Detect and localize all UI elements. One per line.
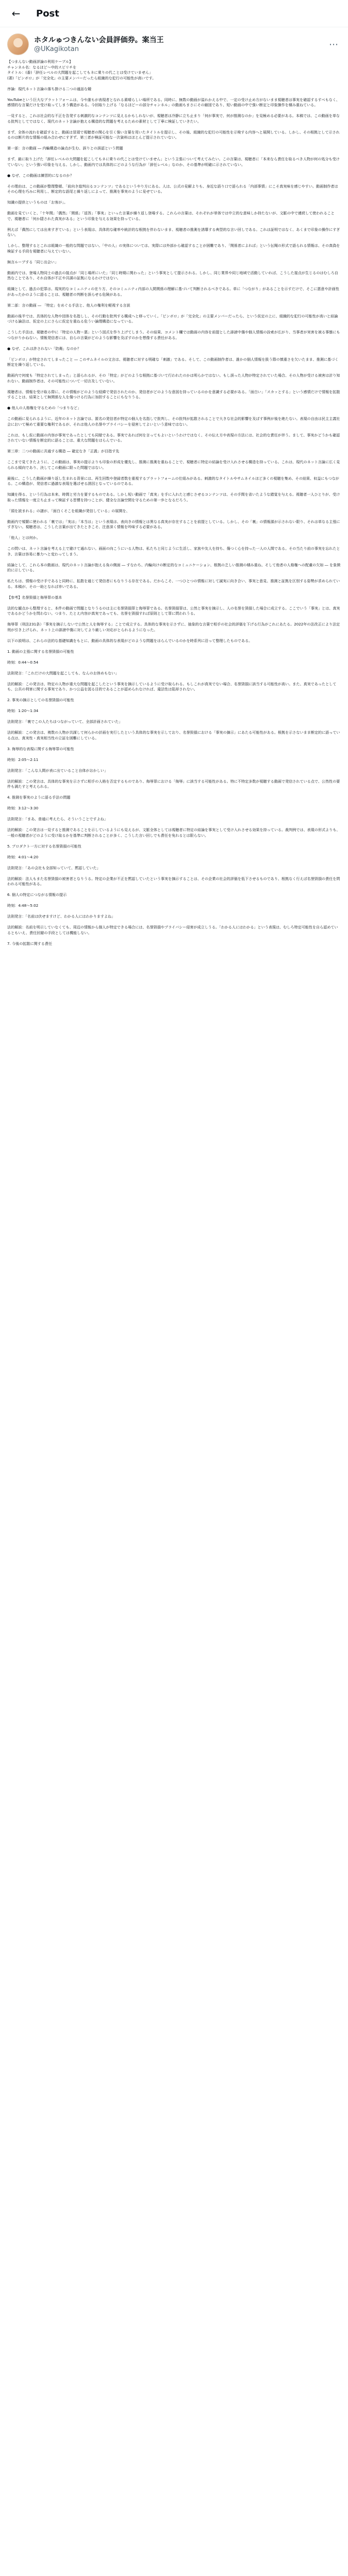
post-paragraph: その理由は、この動画が整理整頓、「前向き総判出るコンテンツ」であるというやり方にある。人は、公式の見解よりも、身近な語り口で語られる「内部事情」にこそ真実味を感じやすい。動画制作者はその心理を巧みに利用し、断定的な語尾と繰り返しによって、推測を事実のように見せている。	[7, 183, 338, 194]
post-paragraph	[7, 151, 341, 157]
post-paragraph: 法則発言：「あの会社も全部知っていて、黙認していた」	[7, 865, 101, 870]
post-paragraph: (著)「ピンボロ」が「完全化」の主要メンバーだったら組織的な犯行の可能性が高いです。	[7, 75, 156, 80]
page-title: Post	[36, 8, 59, 19]
post-paragraph	[7, 141, 341, 146]
post-paragraph: 例えば「偶然にしては出来すぎている」という表現は、具体的な確率や統計的な根拠を伴わないまま、視聴者の推測を誘導する典型的な言い回しである。これは証明ではなく、あくまで印象の操作にすぎない。	[7, 227, 340, 237]
author-info	[34, 36, 327, 54]
post-paragraph: 2. 事実の摘示としての名誉毀損の可能性	[7, 698, 74, 702]
post-paragraph: 法的な観点から整理すると、本件の動画で問題となりうるのは主に名誉毀損罪と侮辱罪である。名誉毀損罪は、公然と事実を摘示し、人の名誉を毀損した場合に成立する。ここでいう「事実」とは、真実であるかどうかを問わない。つまり、たとえ内容が真実であっても、名誉を毀損すれば原則として罪に問われうる。	[7, 605, 340, 616]
post-paragraph: 5. プロダクト一方に対する名誉毀損の可能性	[7, 843, 81, 849]
post-paragraph	[7, 222, 341, 227]
post-paragraph	[7, 281, 341, 287]
post-paragraph	[7, 849, 341, 855]
post-paragraph: 法的解説：名前を明示していなくても、周辺の情報から個人が特定できる場合には、名誉毀損やプライバシー侵害が成立しうる。「わかる人にはわかる」という表現は、むしろ特定可能性を自ら認めているともいえ、責任回避の手段としては機能しない。	[7, 925, 338, 935]
post-paragraph	[7, 557, 341, 563]
post-paragraph: 視聴者は、情報を受け取る際に、その情報がどのような経緯で発信されたのか、発信者がどのような意図を持っているのかを意識する必要がある。「面白い」「スカッとする」という感情だけで情報を拡散することは、結果として無関係な人を傷つける行為に加担することにもなりうる。	[7, 389, 340, 399]
post-paragraph	[7, 206, 341, 211]
post-paragraph: タイトル：(番)「辞任レベルの大問題を起こしてもネに乗りの代ことは受けていません」	[7, 70, 153, 75]
post-paragraph	[7, 124, 341, 130]
post-paragraph	[7, 297, 341, 303]
post-paragraph: 知識を得る、という行為は本来、時間と労力を要するものである。しかし短い動画で「真実」を手に入れたと感じさせるコンテンツは、その手間を省いたような錯覚を与える。視聴者一人ひとりが、受け取った情報を一度立ち止まって検証する習慣を持つことが、健全な言論空間を守るための第一歩となるだろう。	[7, 492, 340, 502]
post-paragraph: 知識の提供というものは「お客が」。	[7, 200, 68, 205]
post-paragraph: 法的解説：この発言は、特定の人物が重大な問題を起こしたという事実を摘示しているように受け取られる。もしこれが真実でない場合、名誉毀損に該当する可能性が高い。また、真実であったとしても、公共の利害に関する事実であり、かつ公益を図る目的であることが認められなければ、違法性は阻却されない。	[7, 681, 337, 691]
post-paragraph	[7, 811, 341, 817]
post-paragraph	[7, 411, 341, 417]
post-paragraph: 時刻：4:48〜5:02	[7, 903, 39, 908]
post-paragraph	[7, 589, 341, 595]
post-paragraph	[7, 92, 341, 97]
post-paragraph	[7, 427, 341, 433]
post-paragraph	[7, 265, 341, 270]
post-paragraph: 私たちは、情報の受け手であると同時に、拡散を通じて発信者にもなりうる存在である。だからこそ、一つひとつの情報に対して誠実に向き合い、事実と意見、推測と証拠を区別する姿勢が求められている。本稿が、その一助となれば幸いである。	[7, 579, 340, 589]
post-paragraph: 時刻：1:20〜1:34	[7, 708, 39, 713]
post-paragraph	[7, 108, 341, 114]
post-paragraph: 動画を見ていくと、「十年間」「偶然」「関係」「返答」「事実」といった言葉が繰り返し登場する。これらの言葉は、それぞれが単体では中立的な意味しか持たないが、文脈の中で連続して使われることで、視聴者に「何か隠された真実がある」という印象を与える効果を持っている。	[7, 211, 335, 221]
post-paragraph: 動画の後半では、具体的な人物や団体を名指しし、その行動を批判する構成へと移っていく。「ピンボロ」が「完全化」の主要メンバーだったら、という仮定の上に、組織的な犯行の可能性が高いと結論づける論法は、仮定の上にさらに仮定を重ねる危うい論理構造になっている。	[7, 313, 338, 324]
post-paragraph	[7, 654, 341, 660]
post-paragraph: 序論：現代ネット言論の落ち掛ける二つの通話な競	[7, 86, 92, 91]
post-paragraph	[7, 936, 341, 941]
post-paragraph	[7, 822, 341, 828]
back-arrow-icon[interactable]: ←	[11, 7, 21, 20]
post-paragraph	[7, 801, 341, 806]
post-paragraph	[7, 665, 341, 671]
top-bar	[0, 0, 348, 27]
post-paragraph	[7, 898, 341, 904]
post-paragraph: 最後に、こうした動画が繰り返し生まれる背景には、再生回数や登録者数を重視するプラットフォームの仕組みがある。刺激的なタイトルやサムネイルほど多くの視聴を集め、その結果、収益にもつながる。この構造が、発信者に過激な表現を選ばせる誘因となっているのである。	[7, 476, 339, 486]
post-paragraph	[7, 703, 341, 709]
post-paragraph	[7, 368, 341, 374]
post-paragraph	[7, 487, 341, 493]
post-paragraph: しかし、整理するとこれは組織の一般的な問題ではない。「中の人」の実体については、実際には外部から確認することが困難であり、「関係者によれば」という伝聞の形式で語られる情報は、その真偽を検証する手段を視聴者に与えていない。	[7, 243, 340, 253]
post-paragraph	[7, 773, 341, 779]
post-paragraph: ● なぜ、これは許されない「防衛」なのか？	[7, 346, 81, 351]
post-paragraph	[7, 600, 341, 606]
post-paragraph	[7, 725, 341, 731]
post-paragraph: 「他人」とは何か。	[7, 535, 40, 540]
post-paragraph: 法則発言：「こんな人間が表に出ていること自体がおかしい」	[7, 768, 108, 773]
post-paragraph: ● なぜ、この動画は練習的になるのか？	[7, 173, 74, 178]
post-paragraph: 時刻：2:05〜2:11	[7, 757, 39, 762]
post-paragraph: 時刻：0:44〜0:54	[7, 659, 39, 665]
post-paragraph: 以下の説明は、これらの法的な基礎知識をもとに、動画の具体的な表現がどのような問題をはらんでいるのかを時系列に沿って整理したものである。	[7, 638, 253, 643]
post-paragraph	[7, 762, 341, 768]
post-paragraph	[7, 195, 341, 200]
post-paragraph	[7, 81, 341, 87]
post-paragraph	[7, 887, 341, 893]
post-paragraph: こうした手法は、視聴者の中に「特定の人物＝悪」という図式を作り上げてしまう。その結果、コメント欄では動画の内容を前提とした誹謗中傷や個人情報の詮索が広がり、当事者が実害を被る事態にもつながりかねない。情報発信者には、自らの言葉がどのような影響を及ぼすのかを想像する責任がある。	[7, 330, 340, 340]
post-paragraph: 第三章：二つの動画に共通する構造 ― 確定なき「正義」が目指す先	[7, 449, 120, 453]
author-name[interactable]: ホタルゅつきんない会員評価券。案当王	[34, 36, 164, 44]
post-paragraph	[7, 341, 341, 346]
post-paragraph	[7, 741, 341, 747]
post-paragraph: 時刻：4:01〜4:20	[7, 854, 39, 859]
post-paragraph: ● 他人の人格権を守るための「つまりなど」	[7, 405, 81, 410]
post-paragraph: これは、もし仮に動画の内容が事実であったとしても同様である。事実であれば何を言ってもよいというわけではなく、その伝え方や表現の方法には、社会的な責任が伴う。まして、事実かどうかも確認されていない情報を断定的に語ることは、重大な問題をはらんでいる。	[7, 432, 340, 443]
post-paragraph	[7, 633, 341, 638]
post-paragraph: 法的解説：この発言は一見すると推測であることを示しているようにも見えるが、文脈全体としては視聴者に特定の結論を事実として受け入れさせる効果を持っている。裁判例では、表現の形式よりも、一般の視聴者がどのように受け取るかを基準に判断されることが多く、こうした言い回しでも責任を免れるとは限らない。	[7, 827, 340, 838]
post-paragraph	[7, 920, 341, 925]
post-paragraph: 無言ルーブする「同じ出会い」	[7, 259, 58, 264]
post-paragraph	[7, 692, 341, 698]
more-options-icon[interactable]: ⋯	[329, 39, 339, 50]
post-paragraph	[7, 838, 341, 844]
post-paragraph	[7, 871, 341, 876]
post-paragraph	[7, 617, 341, 622]
post-paragraph: 4. 推測を事実のように語る手法の問題	[7, 795, 71, 800]
post-paragraph: 時刻：3:12〜3:30	[7, 806, 39, 810]
post-paragraph: 6. 個人の特定につながる情報の提示	[7, 892, 67, 897]
post-paragraph: まず、最に取り上げた「辞任レベルの大問題を起こしてもネに乗りの代ことは受けていません」という主張について考えてみたい。この言葉は、視聴者に「本来なら責任を取るべき人物が何の処分も受けていない」という強い印象を与える。しかし、動画内では具体的にどのような行為が「辞任レベル」なのか、その基準が明確に示されていない。	[7, 157, 340, 167]
post-paragraph: ここまで見てきたように、この動画は、事実の提示よりも印象の形成を優先し、推測に推測を重ねることで、視聴者に特定の結論を受け入れさせる構造を持っている。これは、現代のネット言論に広く見られる傾向であり、決してこの動画に限った問題ではない。	[7, 460, 340, 470]
post-paragraph: 1. 動画の主張に関する名誉毀損の可能性	[7, 649, 74, 654]
post-paragraph	[7, 676, 341, 682]
post-paragraph: 「頭を読まれる」の謎が、「面白くそこを組織が発信している」の展開を、	[7, 508, 130, 513]
post-paragraph	[7, 514, 341, 519]
post-paragraph: 組織として、過去の犯罪は、現実的なコミュニティの在り方、そのコミュニティ内部の人間関係の理解に基づいて判断されるべきである。単に「つながり」があることを示すだけで、そこに悪意や計画性があったかのように語ることは、視聴者の判断を誤らせる危険がある。	[7, 286, 339, 297]
post-paragraph	[7, 573, 341, 579]
post-paragraph: YouTubeという巨大なプラットフォームは、今や誰もが表現者となれる素晴らしい場所である。同時に、無数の動画が溢れかえる中で、一定の受け止め方がないまま視聴者は事実を確認するすべもなく、感情的な言葉だけを受け取ってしまう構造がある。今回取り上げる「なるほどーの部分チャンネル」の動画もまさにその縮図であり、短い動画の中で強い断定と印象操作を積み重ねている。	[7, 97, 340, 107]
post-text	[0, 58, 348, 946]
post-paragraph: 法則発言：「これだけの大問題を起こしても、なんのお咎めもない」	[7, 670, 119, 675]
post-paragraph: 【つまんない動画評論の利用ケーブル】	[7, 59, 73, 64]
post-paragraph	[7, 444, 341, 449]
post-paragraph	[7, 790, 341, 795]
post-paragraph: この問いは、ネット言論を考える上で避けて通れない。画面の向こうにいる人物は、私たちと同じように生活し、家族や友人を持ち、傷つく心を持った一人の人間である。その当たり前の事実を忘れたとき、言葉は容易に暴力へと変わってしまう。	[7, 546, 340, 556]
post-paragraph	[7, 454, 341, 460]
post-paragraph: 第二部：言の動画 ― 「特定」をめぐる手法と、他人の権利を軽視する言説	[7, 302, 130, 308]
post-paragraph: まず、全体の流れを確認すると、動画は冒頭で視聴者の関心を引く強い言葉を用いたタイトルを提示し、その後、組織的な犯行の可能性を示唆する内容へと展開している。しかし、その根拠として示されるのは断片的な情報の組み合わせにすぎず、第三者が検証可能な一次資料はほとんど提示されていない。	[7, 129, 340, 140]
post-paragraph: 侮辱罪（刑法231条）「事実を摘示しないで公然と人を侮辱する」ことで成立する。具体的な事実を示さずに、抽象的な言葉で相手の社会的評価を下げる行為がこれにあたる。2022年の法改正により法定刑が引き上げられ、ネット上の誹謗中傷に対してより厳しい対応がとられるようになった。	[7, 622, 340, 632]
author-handle[interactable]: @UKagikotan	[34, 45, 79, 53]
post-paragraph	[7, 909, 341, 914]
post-paragraph	[7, 254, 341, 260]
avatar[interactable]	[7, 33, 29, 55]
post-paragraph	[7, 752, 341, 757]
post-paragraph: 【参考】名誉毀損と侮辱罪の基本	[7, 595, 62, 600]
post-paragraph: 法則発言：「名前は伏せますけど、わかる人にはわかりますよね」	[7, 914, 115, 919]
post-paragraph: 第一部：言の動画 ― 内輪構造の論点が生む、誤りとの誤認という問題	[7, 146, 123, 150]
post-paragraph	[7, 351, 341, 357]
post-paragraph	[7, 643, 341, 649]
post-paragraph	[7, 541, 341, 547]
post-paragraph: 「ピンボロ」が特定されてしまったこと ― このサムネイルの文言は、視聴者に対する明確な「刺激」である。そして、この動画制作者は、誰かの個人情報を扱う際の慎重さを欠いたまま、推測に基づく断定を繰り返している。	[7, 357, 339, 367]
post-paragraph: 法的解説：法人もまた名誉毀損の被害者となりうる。特定の企業が不正を黙認していたという事実を摘示することは、その企業の社会的評価を低下させるものであり、根拠なく行えば名誉毀損の責任を問われる可能性がある。	[7, 876, 340, 886]
post-paragraph	[7, 238, 341, 244]
post-paragraph	[7, 167, 341, 173]
post-paragraph: 7. 今後の拡散に関する責任	[7, 941, 53, 946]
post-paragraph: 法的解説：この発言は、複数の人物が共謀して何らかの計画を実行したという具体的な事実を示しており、名誉毀損における「事実の摘示」にあたる可能性がある。根拠を示さないまま断定的に語っている点は、真実性・真実相当性の立証を困難にしている。	[7, 730, 340, 740]
post-paragraph: 法則発言：「まあ、普通に考えたら、そういうことですよね」	[7, 817, 108, 821]
post-paragraph: 3. 侮辱的な表現に関する侮辱罪の可能性	[7, 746, 74, 751]
post-paragraph: 結論として、これら本の動画は、現代のネット言論が抱える負の側面 ― すなわち、内輪向けの断定的なコミュニケーション、根拠の乏しい推測の積み重ね、そして他者の人格権への配慮の欠如 ― を象徴的に示している。	[7, 562, 341, 572]
post-paragraph	[7, 384, 341, 389]
post-paragraph	[7, 860, 341, 866]
post-paragraph: この動画に見られるように、近年のネット言論では、匿名の発信者が特定の個人を名指しで批判し、その批判が拡散されることで大きな社会的影響を及ぼす事例が後を絶たない。表現の自由は民主主義社会において極めて重要な権利であるが、それは他人の名誉やプライバシーを侵害してよいという意味ではない。	[7, 416, 340, 427]
post-paragraph	[7, 178, 341, 184]
post-paragraph	[7, 714, 341, 720]
post-author	[0, 27, 348, 58]
post-paragraph: 法的解説：この発言は、具体的な事実を示さずに相手の人格を否定するものであり、侮辱罪における「侮辱」に該当する可能性がある。特に不特定多数が視聴する動画で発信されている点で、公然性の要件も満たすと考えられる。	[7, 778, 340, 789]
post-paragraph: 法則発言：「裏でこの人たちはつながっていて、全部計画されていた」	[7, 719, 123, 724]
post-paragraph	[7, 530, 341, 536]
post-paragraph: 動画内で頻繁に使われる「裏では」「実は」「本当は」という表現は、表向きの情報とは異なる真実が存在することを前提としている。しかし、その「裏」の情報源が示されない限り、それは単なる主張にすぎない。視聴者は、こうした言葉が出てきたときこそ、注意深く情報を吟味する必要がある。	[7, 519, 340, 529]
post-paragraph	[7, 308, 341, 314]
post-paragraph	[7, 325, 341, 330]
post-paragraph	[7, 503, 341, 509]
post-paragraph: 動画内では、登場人物同士の過去の接点が「同じ場所にいた」「同じ時期に関わった」という事実として提示される。しかし、同じ業界や同じ地域で活動していれば、こうした接点が生じるのはむしろ自然なことであり、それ自体が不正や共謀の証拠になるわけではない。	[7, 270, 338, 280]
post-paragraph	[7, 400, 341, 406]
post-paragraph	[7, 470, 341, 476]
post-paragraph: 動画内で何度も「特定されてしまった」と語られるが、その「特定」がどのような根拠に基づいて行われたのかは明らかではない。もし誤った人物が特定されていた場合、その人物が受ける被害は計り知れない。動画制作者は、その可能性について一切言及していない。	[7, 373, 340, 383]
post-paragraph: 一見すると、これは社会的な不正を告発する刺激的なコンテンツに見えるかもしれないが、視聴者は冷静に立ち止まり「何が事実で、何が推測なのか」を見極める必要がある。本稿では、この動画を単なる批判としてではなく、現代のネット言論が抱える構造的な問題を考えるための素材として丁寧に検証していきたい。	[7, 113, 340, 124]
post-paragraph: チャンネル名：なるほど〜中的スピリチを	[7, 64, 77, 70]
